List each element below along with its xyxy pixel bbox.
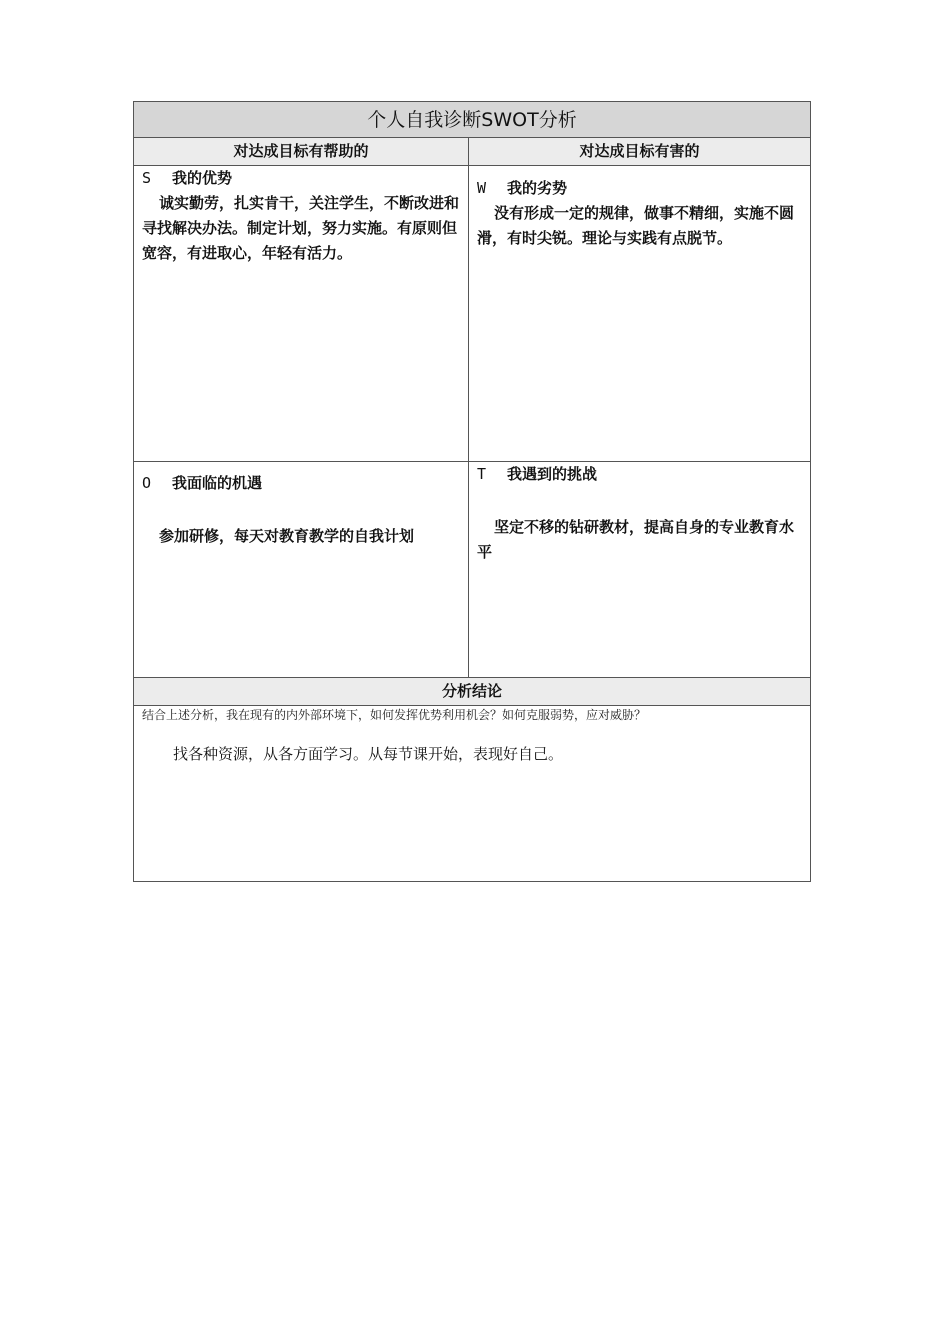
strengths-text: 诚实勤劳，扎实肯干，关注学生，不断改进和寻找解决办法。制定计划，努力实施。有原则但宽容，有进取心，年轻有活力。 <box>142 194 460 262</box>
swot-table <box>133 101 811 882</box>
helpful-column-header: 对达成目标有帮助的 <box>134 138 469 166</box>
weaknesses-text: 没有形成一定的规律，做事不精细，实施不圆滑，有时尖锐。理论与实践有点脱节。 <box>477 204 795 247</box>
conclusion-text: 找各种资源，从各方面学习。从每节课开始，表现好自己。 <box>173 745 564 763</box>
strengths-letter: S <box>142 169 152 187</box>
conclusion-cell <box>134 706 810 881</box>
strengths-cell <box>134 166 469 462</box>
opportunities-title: 我面临的机遇 <box>172 474 263 492</box>
threats-text: 坚定不移的钻研教材，提高自身的专业教育水平 <box>477 518 795 561</box>
weaknesses-heading <box>477 176 802 201</box>
weaknesses-letter: W <box>477 179 487 197</box>
opportunities-heading <box>142 471 460 496</box>
harmful-column-header: 对达成目标有害的 <box>469 138 810 166</box>
weaknesses-cell <box>469 166 810 462</box>
opportunities-text: 参加研修，每天对教育教学的自我计划 <box>159 527 415 545</box>
threats-heading <box>477 462 802 487</box>
conclusion-header: 分析结论 <box>134 678 810 706</box>
threats-title: 我遇到的挑战 <box>507 465 598 483</box>
strengths-title: 我的优势 <box>172 169 233 187</box>
weaknesses-title: 我的劣势 <box>507 179 568 197</box>
strengths-heading <box>142 166 460 191</box>
document-title: 个人自我诊断SWOT分析 <box>134 102 810 138</box>
threats-cell <box>469 462 810 678</box>
opportunities-cell <box>134 462 469 678</box>
opportunities-letter: O <box>142 474 152 492</box>
conclusion-prompt: 结合上述分析，我在现有的内外部环境下，如何发挥优势利用机会？如何克服弱势，应对威胁？ <box>142 708 647 722</box>
threats-letter: T <box>477 465 487 483</box>
